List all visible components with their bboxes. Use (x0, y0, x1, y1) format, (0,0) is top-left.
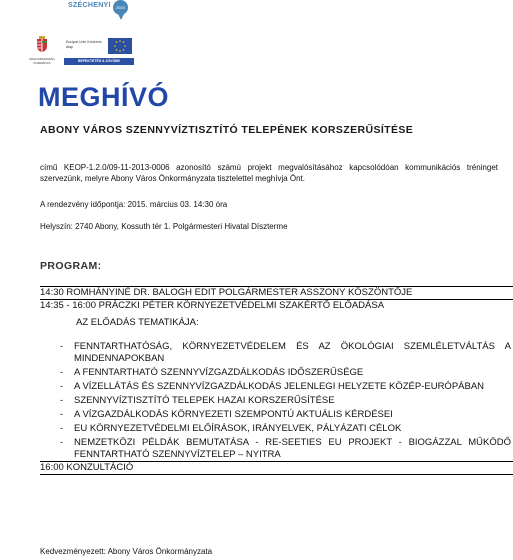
list-item: - EU KÖRNYEZETVÉDELMI ELŐÍRÁSOK, IRÁNYELVEK, PÁLYÁZATI CÉLOK (60, 423, 513, 435)
schedule-row-consultation: 16:00 KONZULTÁCIÓ (40, 461, 513, 475)
eu-fund-text: Európai Unió Kohéziós Alap (66, 40, 102, 49)
list-item: - SZENNYVÍZTISZTÍTÓ TELEPEK HAZAI KORSZERŰSÍTÉSE (60, 395, 513, 407)
schedule-table (40, 286, 513, 475)
topics-list (40, 341, 513, 461)
list-item: - A FENNTARTHATÓ SZENNYVÍZGAZDÁLKODÁS IDŐSZERŰSÉGE (60, 367, 513, 379)
list-item: - A VÍZGAZDÁLKODÁS KÖRNYEZETI SZEMPONTÚ AKTUÁLIS KÉRDÉSEI (60, 409, 513, 421)
lecture-title: 14:35 - 16:00 PRÁCZKI PÉTER KÖRNYEZETVÉDELMI SZAKÉRTŐ ELŐADÁSA (40, 300, 385, 311)
beneficiary-footer: Kedvezményezett: Abony Város Önkormányzata (40, 547, 213, 556)
szechenyi-logo-text: SZÉCHENYI (68, 2, 111, 9)
government-text: MAGYARORSZÁG KORMÁNYA (29, 57, 55, 65)
date-line: A rendezvény időpontja: 2015. március 03. 14:30 óra (40, 200, 228, 209)
page-title: MEGHÍVÓ (38, 82, 170, 112)
page-subtitle: ABONY VÁROS SZENNYVÍZTISZTÍTÓ TELEPÉNEK KORSZERŰSÍTÉSE (40, 124, 414, 136)
intro-paragraph: című KEOP-1.2.0/09-11-2013-0006 azonosító számú projekt megvalósításához kapcsolódóan kommunikációs tréninget szervezünk, melyre Abony Város Önkormányzata tisztelettel meghívja Önt. (40, 163, 498, 183)
invest-in-future-bar: BEFEKTETÉS A JÖVŐBE (64, 58, 134, 65)
list-item: - A VÍZELLÁTÁS ÉS SZENNYVÍZGAZDÁLKODÁS JELENLEGI HELYZETE KÖZÉP-EURÓPÁBAN (60, 381, 513, 393)
location-line: Helyszín: 2740 Abony, Kossuth tér 1. Polgármesteri Hivatal Díszterme (40, 222, 288, 231)
list-item: - NEMZETKÖZI PÉLDÁK BEMUTATÁSA - RE-SEETIES EU PROJEKT - BIOGÁZZAL MŰKÖDŐ FENNTARTHATÓ SZENNYVÍZTELEP – NYITRA (60, 437, 513, 461)
schedule-row-welcome: 14:30 ROMHÁNYINÉ DR. BALOGH EDIT POLGÁRMESTER ASSZONY KÖSZÖNTŐJE (40, 286, 513, 299)
program-heading: PROGRAM: (40, 260, 102, 272)
szechenyi-2020-badge: 2020 (113, 0, 128, 15)
hungarian-crest-icon (36, 36, 48, 52)
eu-flag-icon (108, 38, 132, 54)
list-item: - FENNTARTHATÓSÁG, KÖRNYEZETVÉDELEM ÉS AZ ÖKOLÓGIAI SZEMLÉLETVÁLTÁS A MINDENNAPOKBAN (60, 341, 513, 365)
schedule-row-lecture (40, 299, 513, 461)
szechenyi-pin-icon (117, 12, 125, 20)
topics-heading: AZ ELŐADÁS TEMATIKÁJA: (76, 317, 199, 328)
